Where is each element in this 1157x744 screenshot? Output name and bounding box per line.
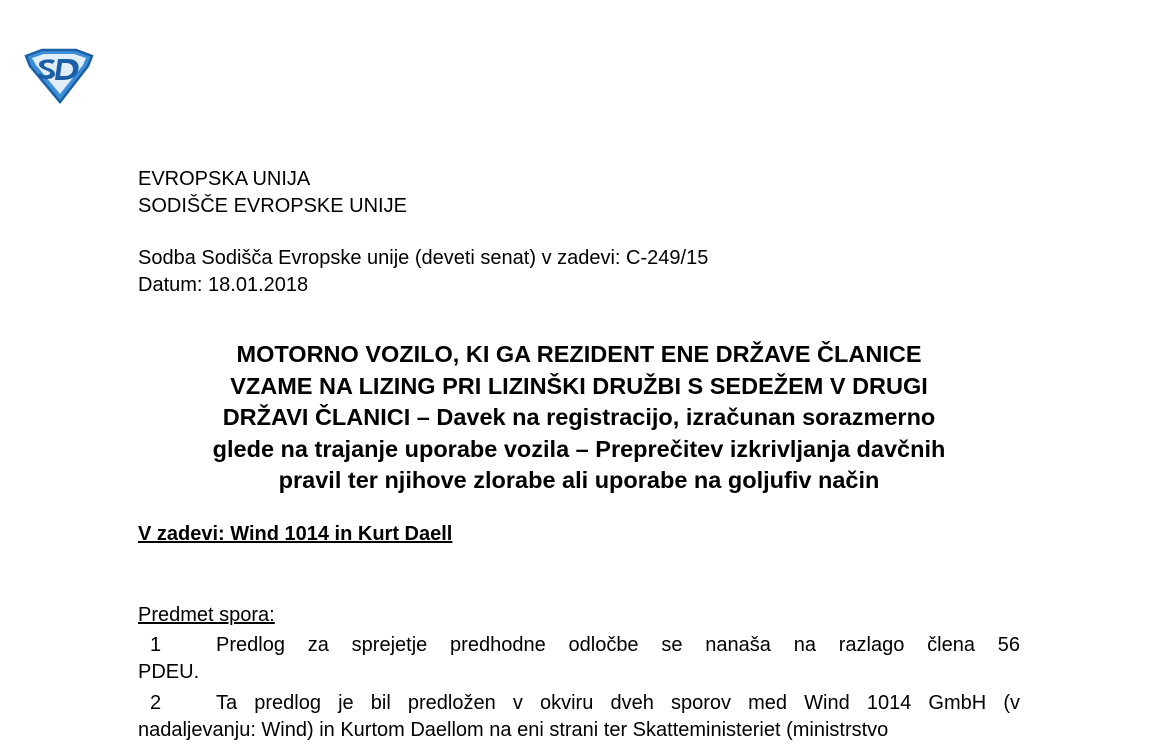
title-line: VZAME NA LIZING PRI LIZINŠKI DRUŽBI S SEDEŽEM V DRUGI: [230, 372, 928, 399]
title-line: MOTORNO VOZILO, KI GA REZIDENT ENE DRŽAVE ČLANICE: [236, 341, 922, 367]
title-line: pravil ter njihove zlorabe ali uporabe na goljufiv način: [278, 467, 880, 493]
header-line-union: EVROPSKA UNIJA: [138, 168, 311, 190]
paragraph-line: [138, 632, 1020, 659]
paragraph-line: [138, 690, 1020, 717]
document-title: [138, 339, 1020, 497]
sd-shield-logo-icon: [22, 48, 96, 104]
title-line: DRŽAVI ČLANICI – Davek na registracijo, izračunan sorazmerno: [222, 404, 936, 430]
paragraph-2: [138, 690, 1020, 744]
paragraph-number: 2: [150, 692, 162, 714]
paragraph-number: 1: [150, 634, 162, 656]
court-header: [138, 166, 407, 220]
paragraph-text: Predlog za sprejetje predhodne odločbe se nanaša na razlago člena 56: [216, 634, 1020, 656]
case-parties: V zadevi: Wind 1014 in Kurt Daell: [138, 523, 453, 545]
paragraph-line: nadaljevanju: Wind) in Kurtom Daellom na eni strani ter Skatteministeriet (ministrstvo: [138, 719, 889, 741]
header-line-court: SODIŠČE EVROPSKE UNIJE: [138, 195, 407, 217]
title-line: glede na trajanje uporabe vozila – Preprečitev izkrivljanja davčnih: [212, 435, 946, 462]
paragraph-text: Ta predlog je bil predložen v okviru dveh sporov med Wind 1014 GmbH (v: [216, 692, 1020, 714]
case-info: [138, 245, 708, 299]
paragraph-1: [138, 632, 1020, 686]
judgment-date: Datum: 18.01.2018: [138, 274, 309, 296]
paragraph-line: PDEU.: [138, 661, 200, 683]
subject-heading: Predmet spora:: [138, 604, 275, 626]
judgment-reference: Sodba Sodišča Evropske unije (deveti senat) v zadevi: C-249/15: [138, 247, 709, 269]
